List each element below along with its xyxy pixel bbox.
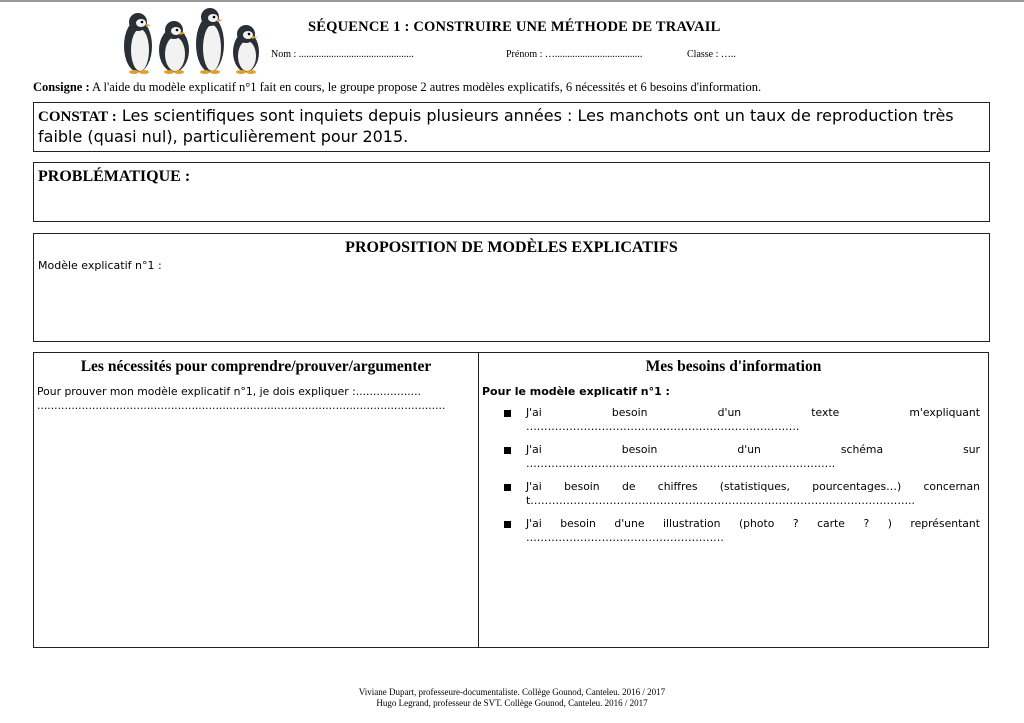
besoins-heading: Mes besoins d'information [645, 358, 822, 375]
consigne-label: Consigne : [33, 80, 90, 94]
necessites-heading: Les nécessités pour comprendre/prouver/argumenter [80, 358, 432, 375]
besoins-list [479, 406, 988, 545]
list-item [479, 406, 988, 434]
top-border [0, 0, 1024, 2]
square-bullet-icon [504, 447, 511, 454]
classe-field[interactable]: Classe : ….. [687, 49, 736, 60]
besoin-text: J'ai besoin d'un schéma sur ………………………………………………………………………….. [526, 443, 980, 470]
penguins-illustration [118, 6, 268, 74]
consigne [33, 80, 761, 95]
square-bullet-icon [504, 521, 511, 528]
problematique-box[interactable] [33, 162, 990, 222]
bottom-table [33, 352, 989, 648]
modele-1-label: Modèle explicatif n°1 : [38, 259, 162, 272]
square-bullet-icon [504, 484, 511, 491]
consigne-text: A l'aide du modèle explicatif n°1 fait en cours, le groupe propose 2 autres modèles explicatifs, 6 nécessités et 6 besoins d'information. [89, 80, 762, 94]
footer-credit-2: Hugo Legrand, professeur de SVT. Collège Gounod, Canteleu. 2016 / 2017 [376, 698, 648, 708]
constat-box [33, 102, 990, 152]
besoins-column[interactable] [479, 353, 988, 647]
besoin-text: J'ai besoin d'une illustration (photo ? carte ? ) représentant ………………………………………………. [526, 517, 980, 544]
problematique-label: PROBLÉMATIQUE : [38, 168, 191, 185]
list-item [479, 443, 988, 471]
modeles-heading: PROPOSITION DE MODÈLES EXPLICATIFS [345, 239, 678, 256]
constat-text: Les scientifiques sont inquiets depuis plusieurs années : Les manchots ont un taux de reproduction très faible (quasi nul), particulièrement pour 2015. [38, 106, 954, 146]
necessites-column[interactable] [34, 353, 479, 647]
square-bullet-icon [504, 410, 511, 417]
modeles-box[interactable] [33, 233, 990, 342]
besoin-text: J'ai besoin d'un texte m'expliquant …………………………………………………………………. [526, 406, 980, 433]
necessites-text: Pour prouver mon modèle explicatif n°1, je dois expliquer :................... ....................................................................................................................... [37, 385, 446, 412]
besoin-text: J'ai besoin de chiffres (statistiques, pourcentages…) concernant…………………………………………………………………………………………….. [526, 480, 980, 507]
list-item [479, 517, 988, 545]
besoins-label: Pour le modèle explicatif n°1 : [482, 385, 670, 398]
nom-field[interactable]: Nom : .............................................. [271, 49, 414, 60]
prenom-field[interactable]: Prénom : …................................... [506, 49, 643, 60]
constat-label: CONSTAT : [38, 109, 117, 125]
list-item [479, 480, 988, 508]
sequence-title: SÉQUENCE 1 : CONSTRUIRE UNE MÉTHODE DE TRAVAIL [308, 19, 721, 35]
footer-credit-1: Viviane Dupart, professeure-documentaliste. Collège Gounod, Canteleu. 2016 / 2017 [358, 687, 666, 697]
